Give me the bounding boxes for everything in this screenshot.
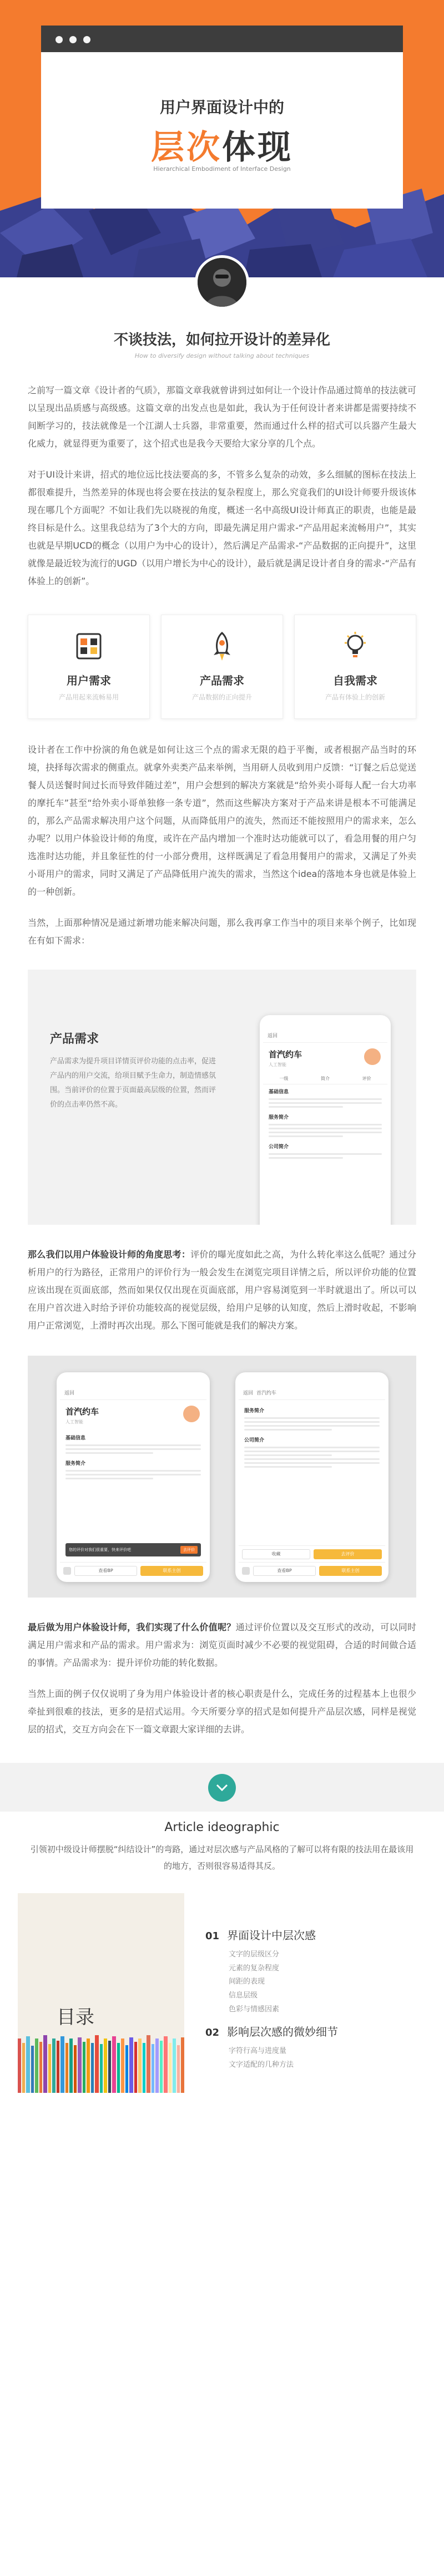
star-icon[interactable] <box>242 1567 250 1575</box>
phone-project-author: 人工智能 <box>269 1062 286 1067</box>
toast-review-button[interactable]: 去评价 <box>180 1546 198 1554</box>
card-subtitle: 产品数据的正向提升 <box>191 693 252 701</box>
paragraph-1: 之前写一篇文章《设计者的气质》，那篇文章我就曾讲到过如何让一个设计作品通过简单的技法就可以呈现出品质感与高级感。这篇文章的出发点也是如此，我认为于任何设计者来讲都是需要持续不间断学习的，技法就像是一个江湖人士兵器，非常重要，然而通过什么样的招式可以兵器产生最大化威力，就显得更为重要了，这个招式也是我今天要给大家分享的几个点。 <box>28 385 416 449</box>
favorite-button[interactable]: 收藏 <box>242 1549 310 1559</box>
paragraph-6 <box>28 1619 416 1672</box>
paragraph-5-lead: 那么我们以用户体验设计师的角度思考： <box>28 1249 191 1260</box>
phone-section-title: 基础信息 <box>65 1436 86 1441</box>
card-title: 自我需求 <box>333 674 377 687</box>
toc-image <box>18 1893 184 2093</box>
rocket-icon <box>208 631 236 662</box>
review-toast <box>65 1543 201 1556</box>
window-dot-icon <box>83 36 90 43</box>
toc-item[interactable]: 色彩与情感因素 <box>229 2005 280 2014</box>
toc-item[interactable]: 信息层级 <box>229 1991 258 2000</box>
card-title: 用户需求 <box>67 674 111 687</box>
toc-item[interactable]: 文字适配的几种方法 <box>229 2061 294 2070</box>
phone-avatar <box>364 1048 381 1065</box>
ideographic-text: 引领初中级设计师摆脱“纠结设计”的弯路，通过对层次感与产品风格的了解可以将有限的技法用在最该用的地方，否则很容易适得其反。 <box>30 1844 414 1871</box>
hero-title-line1: 用户界面设计中的 <box>159 98 284 116</box>
table-of-contents <box>0 1893 444 2093</box>
contact-button[interactable]: 联系主创 <box>140 1566 203 1576</box>
phone-mockup <box>260 1015 391 1225</box>
window-dot-icon <box>69 36 77 43</box>
paragraph-5 <box>28 1246 416 1335</box>
toc-section-title[interactable]: 界面设计中层次感 <box>227 1929 316 1942</box>
phone-tab[interactable]: 一级 <box>279 1076 289 1081</box>
toc-section-number: 02 <box>205 2027 220 2039</box>
toc-section <box>205 1926 427 1943</box>
review-button[interactable]: 去评价 <box>314 1549 382 1559</box>
toc-item[interactable]: 文字的层级区分 <box>229 1950 280 1959</box>
toc-section-number: 01 <box>205 1930 220 1942</box>
card-subtitle: 产品用起来流畅易用 <box>58 693 119 701</box>
phone-project-name: 首汽约车 <box>65 1407 99 1417</box>
phone-tab[interactable]: 简介 <box>321 1076 330 1081</box>
phone-tabs <box>263 1073 387 1084</box>
card-self-needs <box>294 615 416 719</box>
back-link[interactable]: 返回 <box>268 1033 278 1039</box>
section-heading: 不谈技法，如何拉开设计的差异化 <box>113 332 330 348</box>
phone-mockup-before <box>57 1372 210 1582</box>
ideographic-bar <box>0 1763 444 1812</box>
hero-banner <box>0 0 444 277</box>
paragraph-6-body: 通过评价位置以及交互形式的改动，可以同时满足用户需求和产品的需求。用户需求为：浏览页面时减少不必要的视觉阻碍，合适的时间做合适的事情。产品需求为：提升评价功能的转化数据。 <box>28 1622 416 1668</box>
phone-nav <box>263 1028 387 1043</box>
toc-section <box>205 2023 427 2039</box>
solution-panel <box>28 1356 416 1598</box>
phone-project-author: 人工智能 <box>65 1419 83 1424</box>
panel-text: 产品需求为提升项目详情页评价功能的点击率，促进产品内的用户交流，给项目赋予生命力，制造情感氛围。当前评价的位置于页面最高层级的位置，然而评价的点击率仍然不高。 <box>50 1057 216 1109</box>
ideographic-title: Article ideographic <box>164 1821 280 1834</box>
puzzle-icon <box>75 631 103 662</box>
product-needs-panel <box>28 970 416 1225</box>
phone-tab[interactable]: 评价 <box>362 1076 371 1081</box>
phone-bottom-bar <box>60 1562 206 1579</box>
panel-title: 产品需求 <box>50 1032 99 1046</box>
card-product-needs <box>161 615 283 719</box>
back-link[interactable]: 返回 <box>64 1391 75 1396</box>
hero-title-rest: 体现 <box>222 128 293 167</box>
phone-section-title: 公司简介 <box>244 1438 265 1443</box>
toc-label: 目录 <box>57 2006 94 2029</box>
toc-item[interactable]: 字符行高与进度量 <box>229 2047 287 2056</box>
contact-button[interactable]: 联系主创 <box>319 1566 382 1576</box>
phone-avatar <box>183 1406 200 1422</box>
section-subheading: How to diversify design without talking about techniques <box>134 352 310 359</box>
phone-nav-title: 首汽约车 <box>256 1391 277 1396</box>
phone-nav <box>60 1386 206 1400</box>
back-link[interactable]: 返回 <box>243 1391 254 1396</box>
paragraph-7: 当然上面的例子仅仅说明了身为用户体验设计者的核心职责是什么，完成任务的过程基本上也很少牵扯到很难的技法，更多的是招式运用。今天所要分享的招式是如何提升产品层次感，同样是视觉层的招式，交互方向会在下一篇文章跟大家详细的去讲。 <box>28 1688 416 1735</box>
paragraph-4: 当然，上面那种情况是通过新增功能来解决问题，那么我再拿工作当中的项目来举个例子，比如现在有如下需求： <box>28 917 416 946</box>
phone-section-title: 基础信息 <box>269 1089 289 1095</box>
needs-cards <box>28 615 416 719</box>
paragraph-5-body: 评价的曝光度如此之高，为什么转化率这么低呢？通过分析用户的行为路径，正常用户的评价行为一般会发生在浏览完项目详情之后，所以评价功能的位置应该出现在页面底部，然而如果仅仅出现在页面底部，用户容易浏览到一半时就退出了。所以可以在用户首次进入时给予评价功能较高的视觉层级，给用户足够的认知度，然后上滑时收起，不影响用户正常浏览，上滑时再次出现。那么下图可能就是我们的解决方案。 <box>28 1249 416 1331</box>
author-avatar-wrap <box>0 277 444 321</box>
lightbulb-icon <box>341 631 369 662</box>
phone-bottom-bar <box>239 1562 385 1579</box>
phone-mockup-after <box>235 1372 389 1582</box>
phone-section-title: 服务简介 <box>269 1115 289 1120</box>
phone-section-title: 公司简介 <box>269 1144 289 1150</box>
paragraph-2: 对于UI设计来讲，招式的地位远比技法要高的多，不管多么复杂的动效，多么细腻的图标在技法上都很难提升，当然差异的体现也将会要在技法的复杂程度上，那么究竟我们的UI设计师要升级该体现在哪几个方面呢？不如让我们先以晓视的角度，概述一名中高级UI设计师真正的职责，也能是最终目标是什么。这里我总结为了3个大的方向，即最先满足用户需求-“产品用起来流畅用户”，其实也就是早期UCD的概念（以用户为中心的设计），然后满足产品需求-“产品数据的正向提升”，这里就像是最近较为流行的UGD（以用户增长为中心的设计），最后就是满足设计者自身的需求-“产品有体验上的创新”。 <box>28 469 416 586</box>
hero-title <box>0 121 444 169</box>
card-title: 产品需求 <box>200 674 244 687</box>
phone-project-name: 首汽约车 <box>269 1049 302 1059</box>
hero-subtitle: Hierarchical Embodiment of Interface Design <box>153 165 291 173</box>
view-bp-button[interactable]: 查看BP <box>253 1566 316 1576</box>
phone-section-title: 服务简介 <box>65 1461 86 1467</box>
view-bp-button[interactable]: 查看BP <box>74 1566 137 1576</box>
paragraph-6-lead: 最后做为用户体验设计师，我们实现了什么价值呢？ <box>28 1622 236 1632</box>
toast-text: 您的评价对我们很重要，快来评价吧 <box>69 1548 131 1552</box>
toc-item[interactable]: 元素的复杂程度 <box>229 1964 280 1972</box>
toc-item[interactable]: 间距的表现 <box>229 1977 265 1986</box>
window-chrome <box>41 26 403 52</box>
phone-section-title: 服务简介 <box>244 1408 265 1414</box>
toc-section-title[interactable]: 影响层次感的微妙细节 <box>227 2025 339 2039</box>
chevron-down-icon <box>208 1774 236 1802</box>
card-user-needs <box>28 615 150 719</box>
author-avatar <box>195 255 249 310</box>
window-dot-icon <box>56 36 63 43</box>
hero-title-accent: 层次 <box>151 128 222 167</box>
toc-list <box>205 1926 427 2072</box>
star-icon[interactable] <box>63 1567 71 1575</box>
toc-bookshelf-illustration <box>18 1893 184 2093</box>
card-subtitle: 产品有体验上的创新 <box>325 693 385 701</box>
phone-nav <box>239 1386 385 1400</box>
phone-review-bar <box>239 1545 385 1562</box>
paragraph-3: 设计者在工作中扮演的角色就是如何让这三个点的需求无限的趋于平衡，或者根据产品当时的环境，抉择每次需求的侧重点。就拿外卖类产品来举例，当用研人员收到用户反馈：“订餐之后总觉送餐人员送餐时间过长而导致伴随过差”，用户会想到的解决方案就是“给外卖小哥每人配一台大功率的摩托车”甚至“给外卖小哥单独修一条专道”，然而这些解决方案对于产品来讲是根本不可能满足的，那么产品需求解决用户这个问题，从而降低用户的流失，然而还不能按照用户的需求来，怎么办呢？以用户体验设计师的角度，或许在产品内增加一个准时达功能就可以了，看急用餐的用户匀选准时达功能，并且象征性的付一小部分费用，这样既满足了看急用餐用户的需求，又满足了外卖小哥用户的需求，同时又满足了产品降低用户流失的需求，当然这个idea的落地本身也就是体验上的一种创新。 <box>28 744 416 897</box>
